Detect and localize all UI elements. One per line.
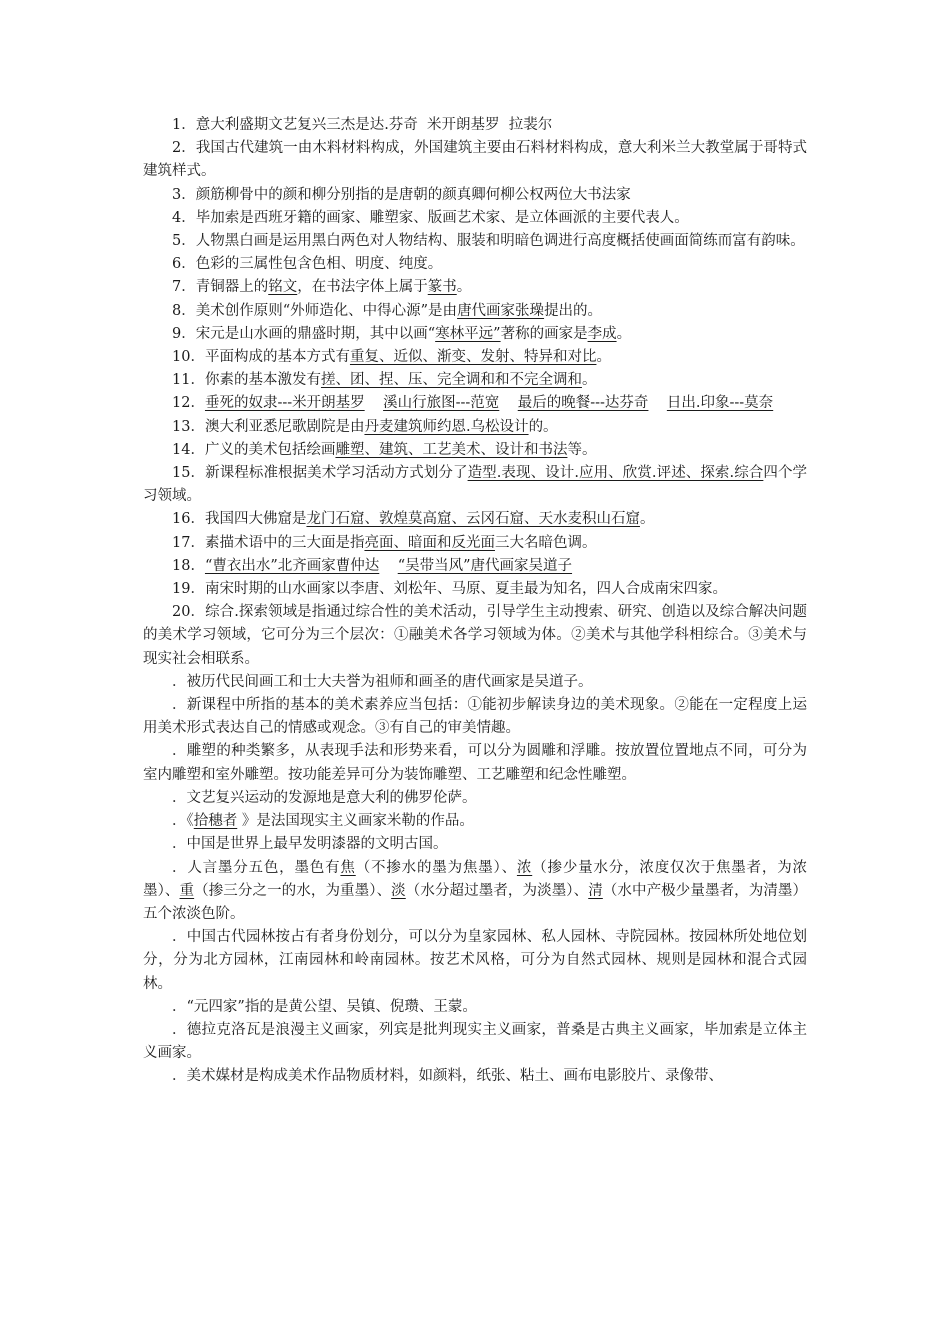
item-text: 。 (456, 279, 472, 296)
underlined-answer: 亮面、暗面和反光面 (364, 534, 495, 551)
list-item (143, 694, 807, 740)
item-number: 8． (172, 302, 196, 319)
item-text: 等。 (567, 441, 597, 458)
item-number: ． (172, 1068, 187, 1085)
list-item (143, 996, 807, 1019)
item-text (365, 395, 383, 411)
list-item (143, 671, 807, 694)
list-item (143, 601, 807, 671)
item-text: 我国古代建筑一由木料材料构成，外国建筑主要由石料材料构成，意大利米兰大教堂属于哥特式建筑样式。 (143, 140, 808, 180)
underlined-answer: 铭文 (268, 279, 298, 296)
item-number: ． (172, 743, 187, 760)
item-text (648, 395, 666, 411)
item-text (499, 395, 517, 411)
item-text: 雕塑的种类繁多，从表现手法和形势来看，可以分为圆雕和浮雕。按放置位置地点不同，可分为室内雕塑和室外雕塑。按功能差异可分为装饰雕塑、工艺雕塑和纪念性雕塑。 (143, 743, 808, 783)
list-item (143, 230, 807, 253)
underlined-answer: 浓 (516, 859, 533, 876)
item-number: 6． (172, 256, 196, 273)
item-text: 广义的美术包括绘画 (204, 441, 336, 458)
item-number: 1． (172, 117, 196, 133)
list-item (143, 833, 807, 856)
list-item (143, 392, 807, 415)
underlined-answer: 垂死的奴隶---米开朗基罗 (204, 395, 365, 412)
item-text: 中国古代园林按占有者身份划分，可以分为皇家园林、私人园林、寺院园林。按园林所处地位划分，分为北方园林，江南园林和岭南园林。按艺术风格，可分为自然式园林、规则是园林和混合式园林。 (143, 929, 808, 992)
item-text: 宋元是山水画的鼎盛时期，其中以画“ (195, 325, 436, 342)
item-text: 中国是世界上最早发明漆器的文明古国。 (186, 836, 448, 853)
item-text: 新课程中所指的基本的美术素养应当包括：①能初步解读身边的美术现象。②能在一定程度上运用美术形式表达自己的情感或观念。③有自己的审美情趣。 (143, 697, 808, 737)
list-item (143, 555, 807, 578)
item-number: 20． (172, 604, 206, 621)
item-text: 。 (616, 325, 632, 342)
list-item (143, 369, 807, 392)
item-number: 17． (172, 534, 205, 551)
item-number: ． (172, 859, 188, 876)
list-item (143, 114, 807, 137)
underlined-answer: “曹衣出水”北齐画家曹仲达 (204, 557, 380, 574)
item-text: （不掺水的墨为焦墨）、 (355, 859, 517, 876)
item-text: 素描术语中的三大面是指 (204, 534, 365, 551)
item-number: 7． (172, 279, 196, 296)
underlined-answer: 最后的晚餐---达芬奇 (517, 395, 649, 412)
list-item (143, 578, 807, 601)
item-text (379, 558, 397, 574)
item-number: 12． (172, 395, 205, 412)
item-text: 《 (186, 813, 194, 830)
underlined-answer: 淡 (391, 882, 406, 899)
item-text: 的。 (528, 418, 558, 435)
item-text: （掺少量水分，浓度仅次于焦墨者，为浓墨）、 (143, 859, 808, 899)
item-number: ． (172, 673, 187, 690)
item-number: ． (172, 836, 187, 853)
item-number: 5． (172, 233, 196, 250)
item-text: 美术创作原则“外师造化、中得心源”是由 (195, 302, 458, 319)
underlined-answer: 搓、团、捏、压、完全调和和不完全调和 (320, 372, 582, 389)
item-number: ． (172, 789, 187, 806)
underlined-answer: 造型.表现、设计.应用、欣赏.评述、探索.综合 (467, 465, 764, 482)
item-text: 青铜器上的 (195, 279, 269, 296)
underlined-answer: 清 (588, 882, 603, 899)
underlined-answer: “吴带当风”唐代画家吴道子 (397, 557, 573, 574)
item-text: 平面构成的基本方式有 (204, 349, 350, 366)
list-item (143, 740, 807, 786)
underlined-answer: 拾穗者 (193, 813, 238, 830)
underlined-answer: 日出.印象---莫奈 (666, 395, 774, 412)
list-item (143, 137, 807, 183)
item-text: 色彩的三属性包含色相、明度、纯度。 (195, 256, 443, 273)
list-item (143, 532, 807, 555)
item-text: 颜筋柳骨中的颜和柳分别指的是唐朝的颜真卿何柳公权两位大书法家 (195, 186, 631, 203)
item-text: 人言墨分五色，墨色有 (187, 859, 341, 876)
underlined-answer: 李成 (587, 325, 617, 342)
item-number: 13． (172, 418, 205, 435)
underlined-answer: 篆书 (427, 279, 457, 296)
list-item (143, 439, 807, 462)
list-item (143, 462, 807, 508)
item-text: 新课程标准根据美术学习活动方式划分了 (205, 465, 468, 482)
list-item (143, 857, 807, 927)
list-item (143, 300, 807, 323)
underlined-answer: 雕塑、建筑、工艺美术、设计和书法 (335, 441, 568, 458)
item-number: 19． (172, 581, 205, 598)
item-text: （水分超过墨者，为淡墨）、 (405, 882, 589, 899)
underlined-answer: 重复、近似、渐变、发射、特异和对比 (349, 349, 597, 366)
item-number: 2． (172, 140, 196, 157)
item-text: 我国四大佛窟是 (204, 511, 307, 528)
item-text: 文艺复兴运动的发源地是意大利的佛罗伦萨。 (186, 789, 477, 806)
item-text: 被历代民间画工和士大夫誉为祖师和画圣的唐代画家是吴道子。 (186, 673, 593, 690)
underlined-answer: 重 (179, 882, 195, 899)
item-text: 毕加索是西班牙籍的画家、雕塑家、版画艺术家、是立体画派的主要代表人。 (195, 209, 689, 226)
underlined-answer: 唐代画家张璪 (457, 302, 545, 319)
item-text: 。 (639, 511, 655, 528)
list-item (143, 276, 807, 299)
item-text: 人物黑白画是运用黑白两色对人物结构、服装和明暗色调进行高度概括使画面简练而富有韵味。 (195, 233, 805, 250)
item-text: 德拉克洛瓦是浪漫主义画家，列宾是批判现实主义画家，普桑是古典主义画家，毕加索是立体主义画家。 (143, 1021, 808, 1062)
item-number: ． (172, 813, 187, 830)
item-number: 9． (172, 325, 196, 342)
item-text: 澳大利亚悉尼歌剧院是由 (204, 418, 365, 435)
item-number: ． (172, 929, 187, 946)
item-text: （水中产极少量墨者，为清墨）五个浓淡色阶。 (143, 882, 808, 922)
item-text: 综合.探索领域是指通过综合性的美术活动，引导学生主动搜索、研究、创造以及综合解决问题的美术学习领域，它可分为三个层次：①融美术各学习领域为体。②美术与其他学科相综合。③美术与现实社会相联系。 (143, 604, 807, 667)
item-number: ． (172, 697, 187, 714)
item-text: 四个学习领域。 (143, 465, 808, 505)
list-item (143, 207, 807, 230)
item-text: 。 (581, 372, 597, 389)
list-item (143, 787, 807, 810)
item-number: ． (172, 998, 187, 1015)
item-text: 》是法国现实主义画家米勒的作品。 (237, 813, 474, 830)
item-number: 10． (172, 349, 205, 366)
item-text: 南宋时期的山水画家以李唐、刘松年、马原、夏圭最为知名，四人合成南宋四家。 (204, 581, 727, 598)
item-number: 16． (172, 511, 205, 528)
document-body (143, 114, 807, 1089)
item-text: 意大利盛期文艺复兴三杰是达.芬奇 米开朗基罗 拉裴尔 (195, 117, 553, 133)
item-number: 4． (172, 209, 196, 226)
list-item (143, 184, 807, 207)
item-text: 三大名暗色调。 (494, 534, 597, 551)
item-number: 11． (172, 372, 205, 389)
underlined-answer: 丹麦建筑师约恩.乌松设计 (364, 418, 529, 435)
item-text: 美术媒材是构成美术作品物质材料，如颜料，纸张、粘土、画布电影胶片、录像带、 (186, 1068, 723, 1085)
list-item (143, 253, 807, 276)
item-number: 3． (172, 186, 196, 203)
item-text: 提出的。 (544, 302, 603, 319)
item-text: 著称的画家是 (500, 325, 588, 342)
item-text: （掺三分之一的水，为重墨）、 (194, 882, 392, 899)
list-item (143, 1019, 807, 1065)
list-item (143, 926, 807, 996)
underlined-answer: 寒林平远” (435, 325, 501, 342)
item-number: ． (172, 1021, 187, 1038)
list-item (143, 810, 807, 833)
underlined-answer: 龙门石窟、敦煌莫高窟、云冈石窟、天水麦积山石窟 (306, 511, 640, 528)
list-item (143, 1065, 807, 1088)
item-text: 。 (596, 349, 611, 366)
item-number: 18． (172, 557, 205, 574)
underlined-answer: 溪山行旅图---范宽 (383, 395, 500, 412)
item-number: 14． (172, 441, 205, 458)
list-item (143, 323, 807, 346)
item-text: 你素的基本激发有 (204, 372, 321, 389)
item-text: ，在书法字体上属于 (297, 279, 428, 296)
item-text: “元四家”指的是黄公望、吴镇、倪瓒、王蒙。 (186, 998, 477, 1015)
list-item (143, 416, 807, 439)
item-number: 15． (172, 465, 206, 482)
list-item (143, 346, 807, 369)
list-item (143, 508, 807, 531)
underlined-answer: 焦 (340, 859, 356, 876)
